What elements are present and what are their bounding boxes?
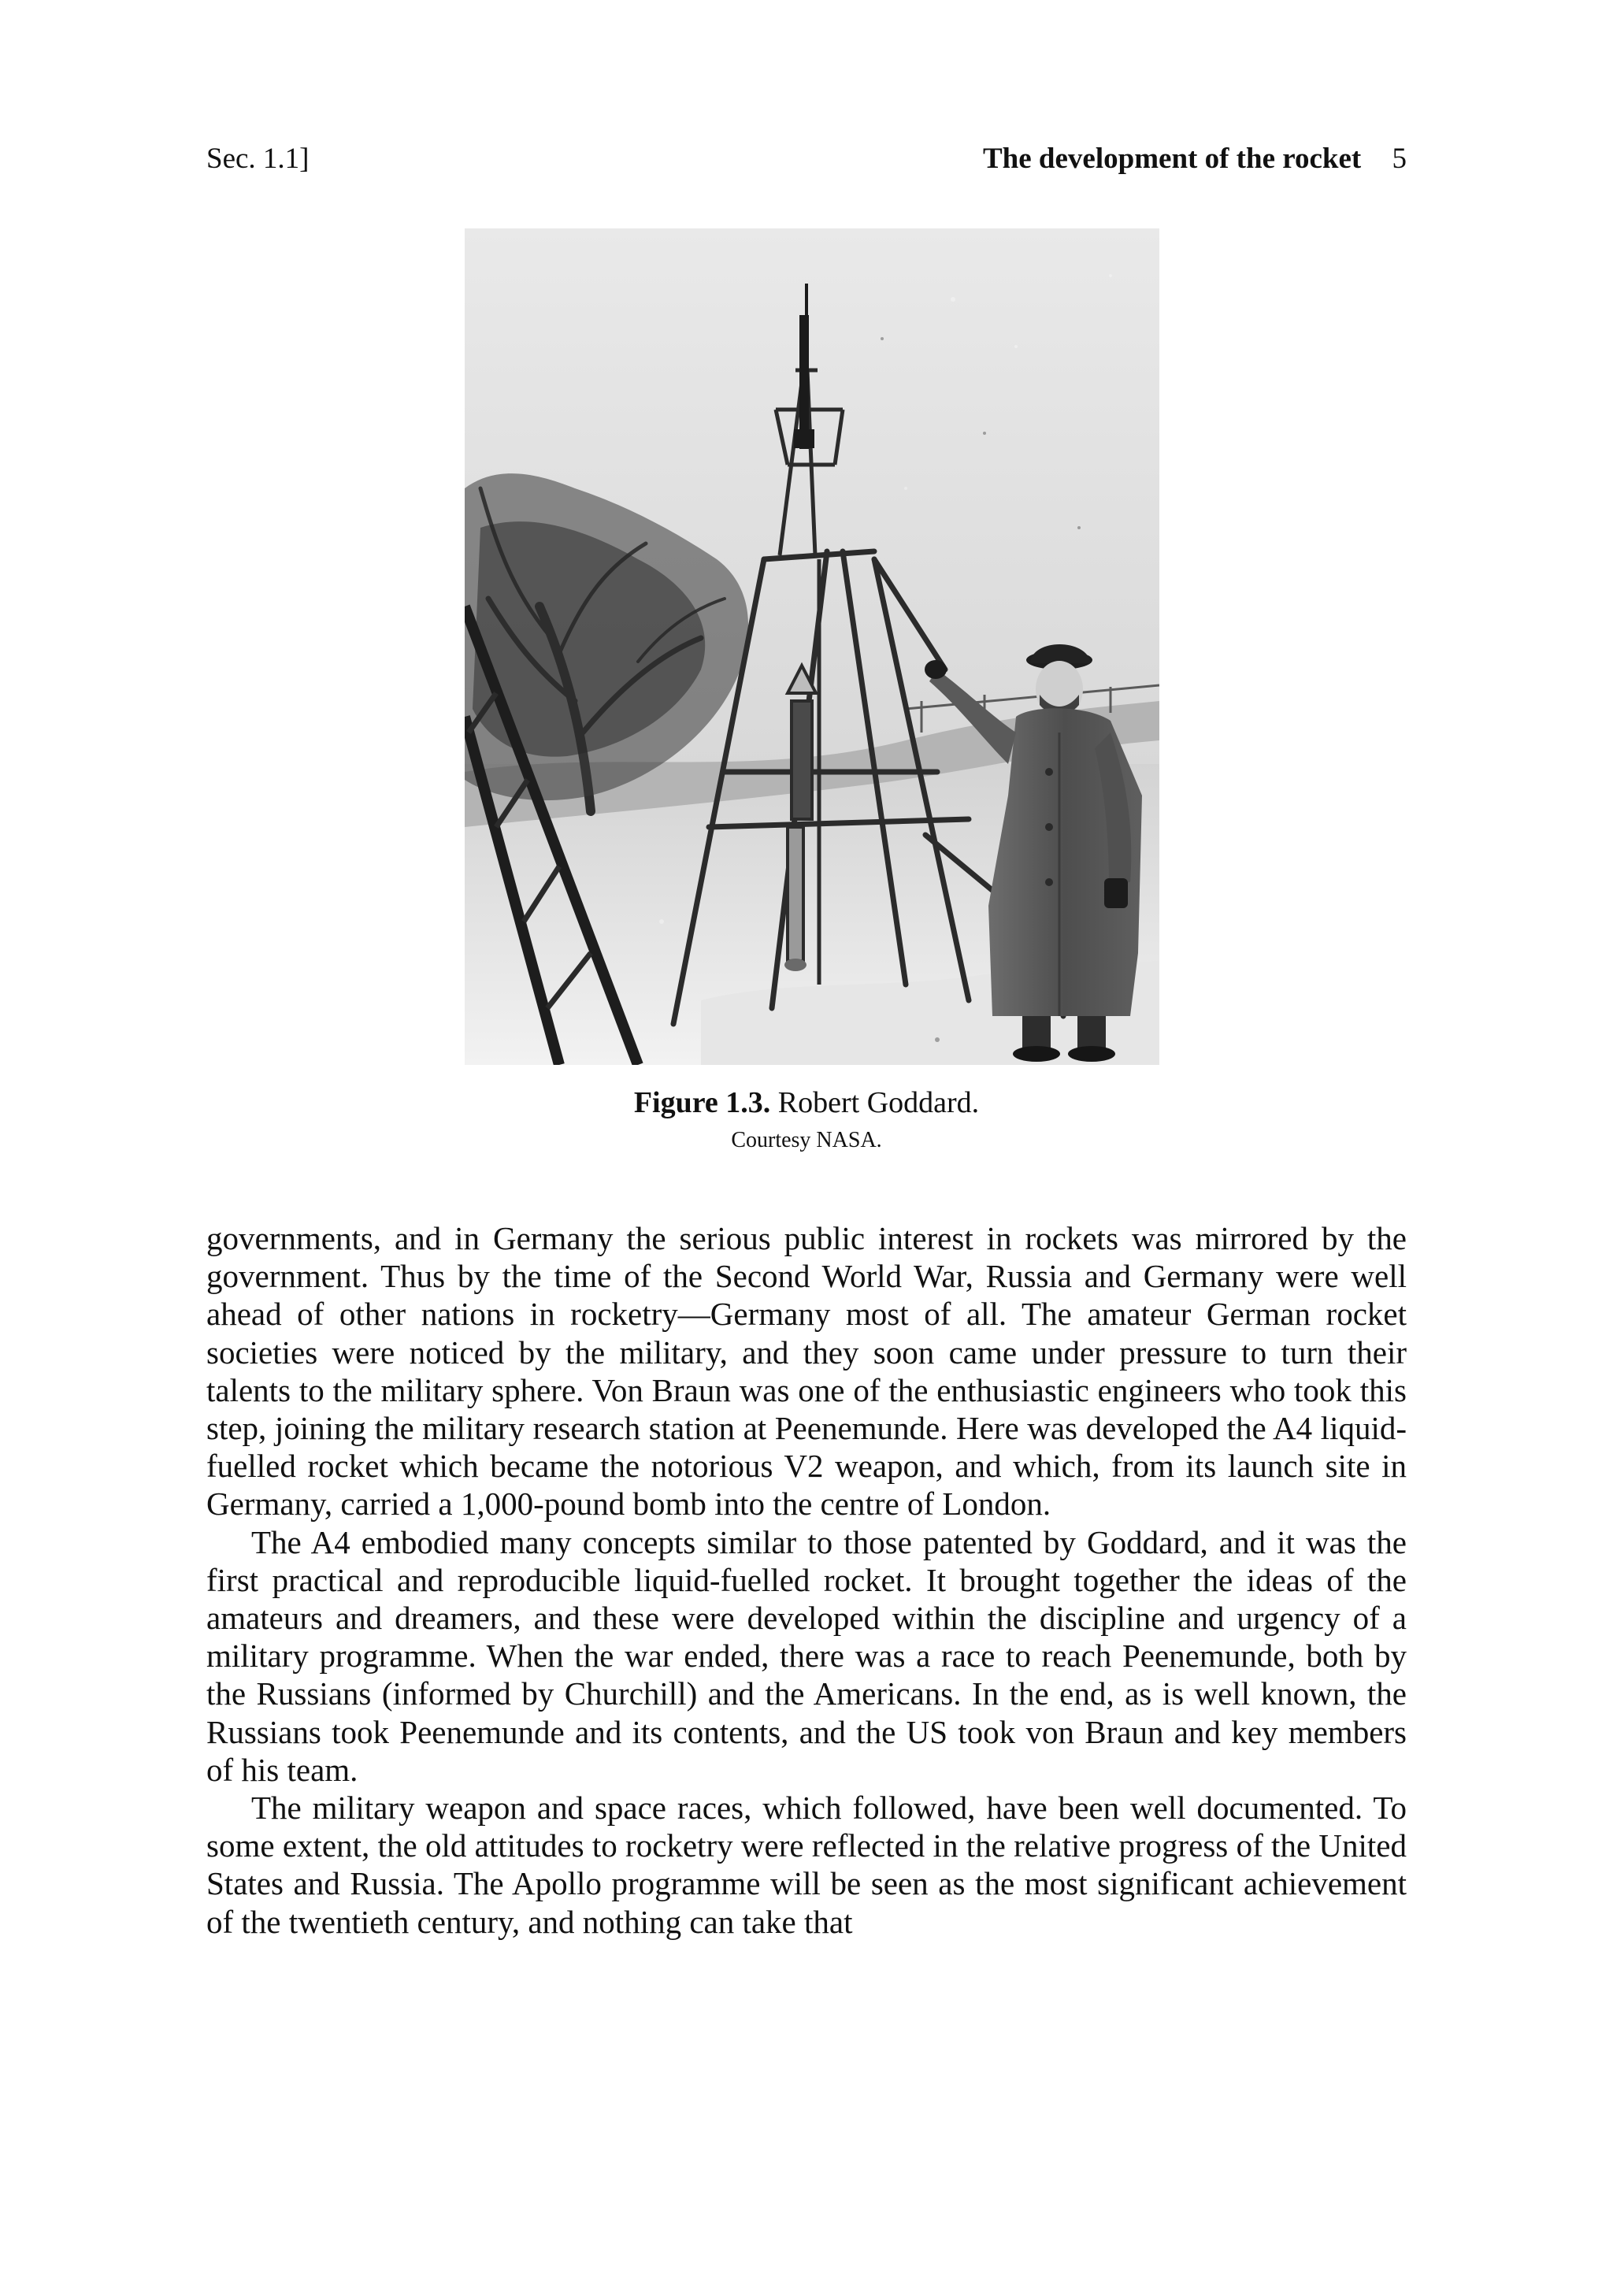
- figure-caption: [0, 1085, 1613, 1120]
- body-text: [206, 1219, 1407, 1941]
- page-number: 5: [1392, 143, 1407, 175]
- figure-label: Figure 1.3.: [633, 1086, 771, 1119]
- running-head-right: [983, 142, 1407, 176]
- paragraph: governments, and in Germany the serious public interest in rockets was mirrored by the government. Thus by the time of the Second World War, Russia and Germany were well ahead of other nations in rocketry—Germany most of all. The amateur German rocket societies were noticed by the military, and they soon came under pressure to turn their talents to the military sphere. Von Braun was one of the enthusiastic engineers who took this step, joining the military research station at Peenemunde. Here was developed the A4 liquid-fuelled rocket which became the notorious V2 weapon, and which, from its launch site in Germany, carried a 1,000-pound bomb into the centre of London.: [206, 1220, 1407, 1523]
- chapter-title: The development of the rocket: [983, 143, 1362, 175]
- paragraph: The A4 embodied many concepts similar to those patented by Goddard, and it was the first practical and reproducible liquid-fuelled rocket. It brought together the ideas of the amateurs and dreamers, and these were developed within the discipline and urgency of a military programme. When the war ended, there was a race to reach Peenemunde, both by the Russians (informed by Churchill) and the Americans. In the end, as is well known, the Russians took Peenemunde and its contents, and the US took von Braun and key members of his team.: [206, 1523, 1407, 1788]
- section-label: Sec. 1.1]: [206, 143, 310, 175]
- figure-caption-text: Robert Goddard.: [777, 1086, 980, 1119]
- running-head: [206, 142, 1407, 181]
- figure-credit: Courtesy NASA.: [731, 1128, 882, 1152]
- figure-photo-robert-goddard: [465, 228, 1159, 1065]
- paragraph: The military weapon and space races, which followed, have been well documented. To some extent, the old attitudes to rocketry were reflected in the relative progress of the United States and Russia. The Apollo programme will be seen as the most significant achievement of the twentieth century, and nothing can take that: [206, 1790, 1407, 1940]
